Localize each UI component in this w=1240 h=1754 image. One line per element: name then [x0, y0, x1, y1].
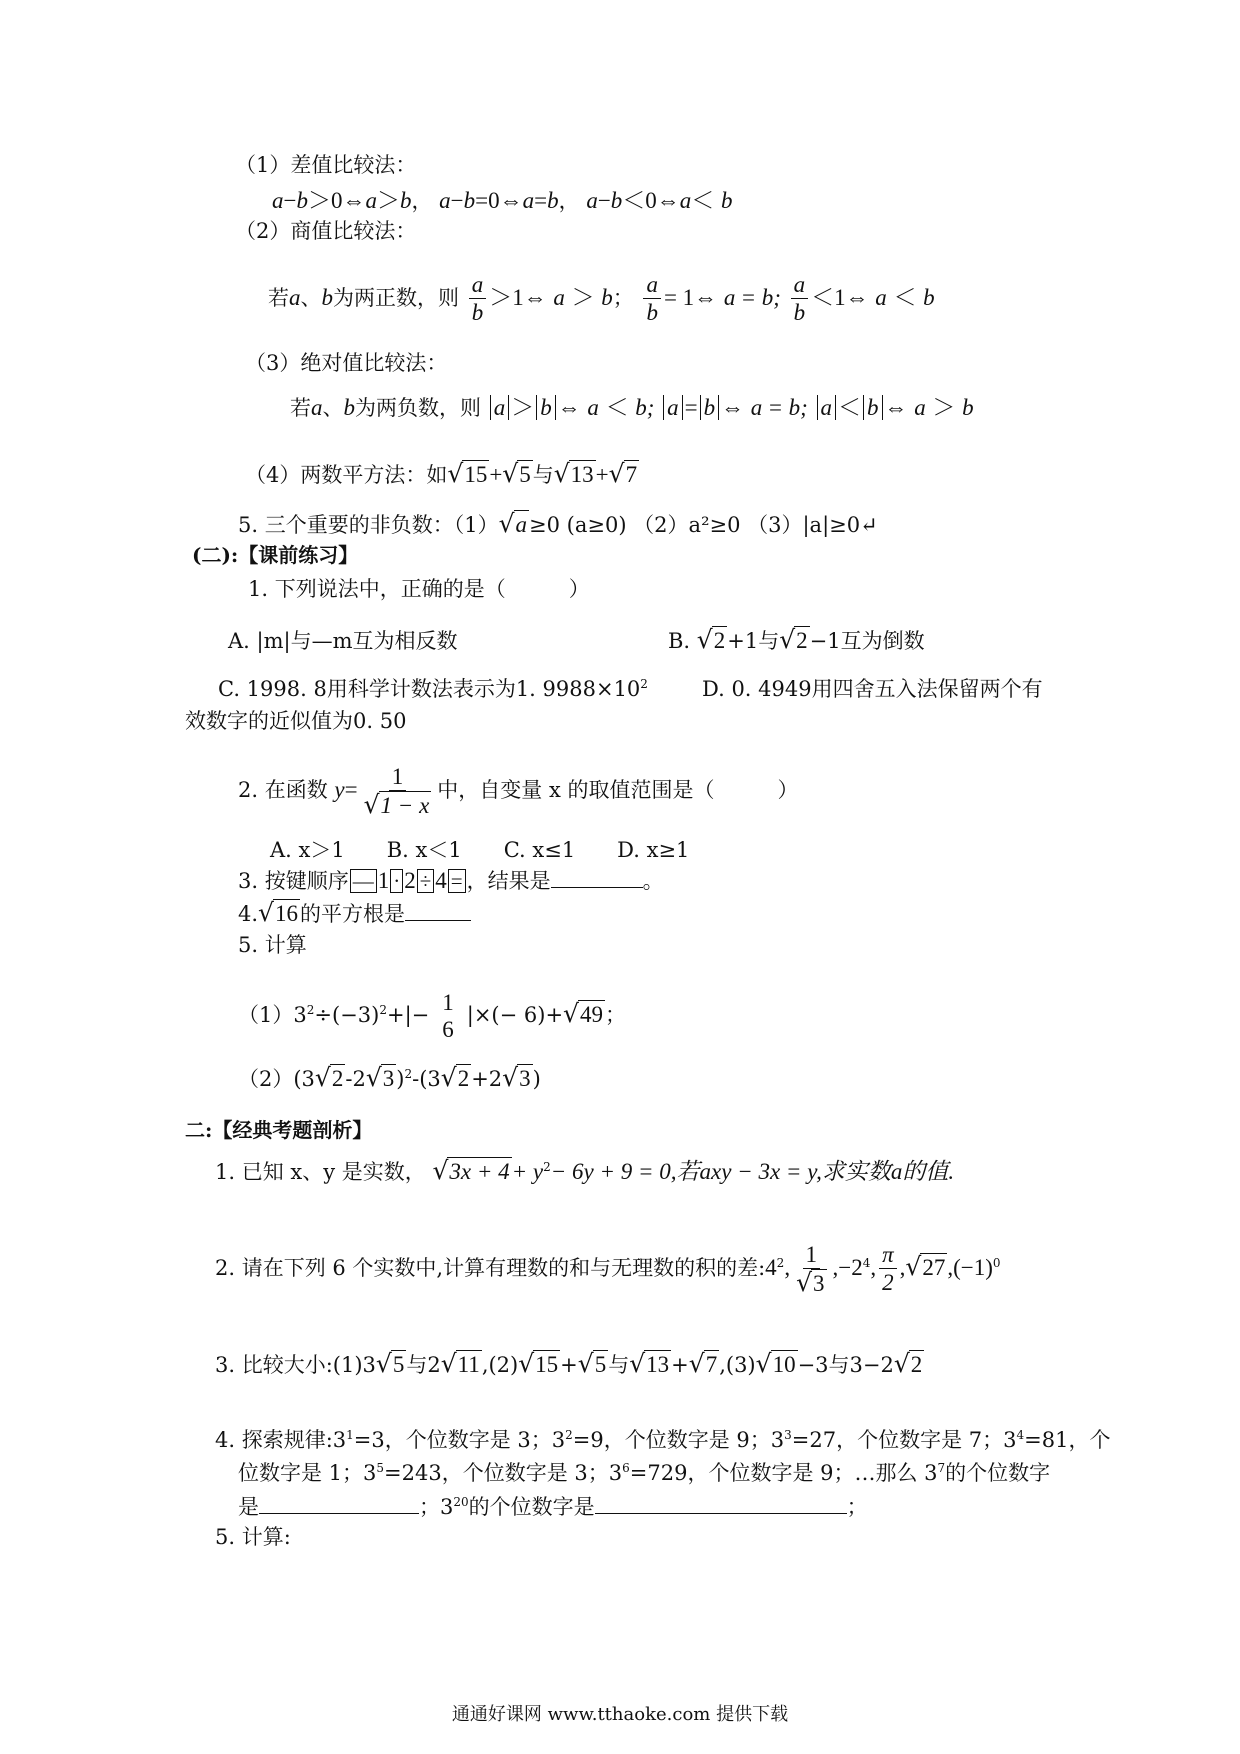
practice-q1-option-b: B. √ 2 +1与 √ 2 −1互为倒数 [668, 625, 925, 654]
key-dot: · [390, 869, 403, 893]
practice-q3: 3. 按键顺序 — 1 · 2 ÷ 4 = ，结果是 。 [238, 865, 664, 896]
practice-q1-option-a: A. |m|与—m互为相反数 [228, 629, 458, 653]
practice-q1-option-d: D. 0. 4949用四舍五入法保留两个有 [702, 677, 1043, 701]
problem-5: 5. 计算: [215, 1525, 291, 1549]
practice-q2: 2. 在函数 y= 1 √ 1 − x 中，自变量 x 的取值范围是（ ） [238, 763, 799, 819]
practice-q1-option-c: C. 1998. 8用科学计数法表示为1. $9988\times 10^2$ [218, 677, 648, 701]
non-negative-numbers: 5. 三个重要的非负数：（1） √ a ≥0 (a≥0) （2）a²≥0 （3）|a|≥0↵ [238, 509, 878, 538]
key-divide: ÷ [417, 869, 435, 893]
practice-q5: 5. 计算 [238, 933, 307, 957]
page-footer: 通通好课网 www.tthaoke.com 提供下载 [451, 1704, 789, 1725]
practice-q1: 1. 下列说法中，正确的是（ ） [248, 577, 590, 601]
practice-q1-option-d-cont: 效数字的近似值为0. 50 [185, 709, 407, 733]
answer-blank [405, 898, 471, 921]
answer-blank [551, 865, 643, 888]
method-2-formula: 若a、b为两正数，则 $\frac{a}{b}$ ＞1⇔ a ＞ b； $\frac{a}{b}$ = 1⇔ a = b; $\frac{a}{b}$ ＜1⇔ a ＜ b [268, 272, 935, 325]
problem-3: 3. 比较大小:(1)3 √ 5 与2 √ 11 ,(2) √ 15 + √ 5 与 √ 13 + √ 7 ,(3) √ 10 −3与3−2 √ 2 [215, 1349, 923, 1378]
problem-4-line-3: 是 ；$3^{20}$的个位数字是 ； [238, 1491, 868, 1522]
problem-1: 1. 已知 x、y 是实数， √ 3x + 4 + $y^2- 6y + 9 = 0$,若axy − 3x = y,求实数a的值. [215, 1156, 955, 1185]
practice-q4: 4. √ 16 的平方根是 [238, 898, 471, 929]
practice-q5-part-2: （2）(3 √ 2 -2 √ 3 )$^2$-(3 √ 2 +2 √ 3 ) [238, 1063, 541, 1092]
section-classic-problems-heading: 二:【经典考题剖析】 [185, 1118, 373, 1142]
answer-blank [595, 1491, 847, 1514]
method-1-title: （1）差值比较法： [235, 153, 417, 177]
section-pre-class-practice-heading: (二):【课前练习】 [192, 543, 359, 567]
method-4: （4）两数平方法：如 √ 15 + √ 5 与 √ 13 + √ 7 [245, 459, 638, 488]
practice-q2-options: A. x＞1 B. x＜1 C. x≤1 D. x≥1 [270, 838, 690, 862]
method-3-formula: 若a、b为两负数，则 a ＞ b ⇔ a ＜ b; a = b ⇔ a = b; a ＜ b ⇔ a ＞ b [290, 395, 974, 420]
problem-4-line-1: 4. 探索规律$:3^1=3$，个位数字是 3；$3^2=9$，个位数字是 9；$3^3=27$，个位数字是 7；$3^4=81$，个 [215, 1428, 1111, 1452]
problem-2: 2. 请在下列 6 个实数中,计算有理数的和与无理数的积的差$:4^2$, 1 √ 3 $,-2^4$, $\frac{\pi}{2}$ , √ 27 $,(-1)^0$ [215, 1241, 1001, 1297]
key-equals: = [448, 869, 466, 893]
problem-4-line-2: 位数字是 1；$3^5=243$，个位数字是 3；$3^6=729$，个位数字是 9；…那么 $3^7$的个位数字 [238, 1461, 1051, 1485]
method-2-title: （2）商值比较法： [235, 219, 417, 243]
answer-blank [259, 1491, 419, 1514]
practice-q5-part-1: $(1)3^2\div(-3)^2+|-$ 1 6 |×(− 6)+ √ 49 ； [238, 989, 626, 1042]
key-minus: — [350, 869, 377, 893]
method-3-title: （3）绝对值比较法： [245, 351, 448, 375]
method-1-formula: a−b＞0⇔a＞b， a−b=0⇔a=b， a−b＜0⇔a＜ b [272, 188, 733, 213]
